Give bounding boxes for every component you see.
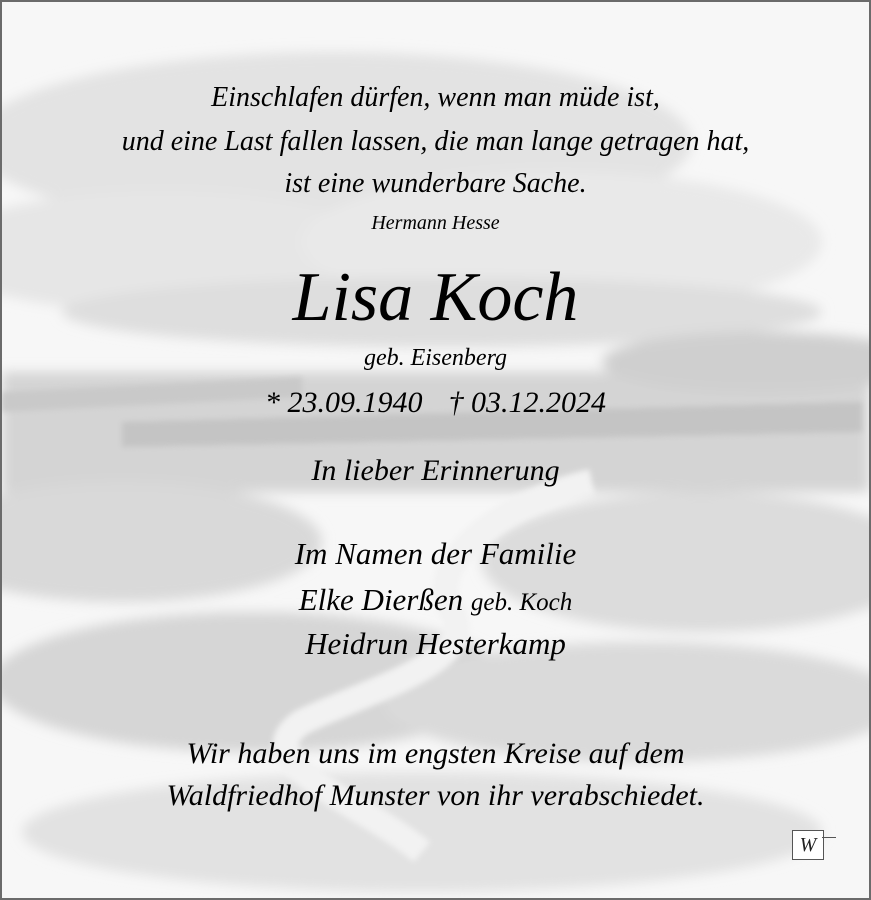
quote-line-2: und eine Last fallen lassen, die man lange getragen hat, <box>121 126 750 157</box>
quote-line-1: Einschlafen dürfen, wenn man müde ist, <box>211 82 660 113</box>
quote-author: Hermann Hesse <box>371 212 500 234</box>
family-member-1 <box>2 582 869 618</box>
publisher-logo <box>792 830 836 860</box>
death-date: † 03.12.2024 <box>448 386 606 419</box>
family-member-1-birth-name: geb. Koch <box>470 589 573 616</box>
publisher-logo-letter: W <box>799 834 817 856</box>
quote-line-3: ist eine wunderbare Sache. <box>284 168 587 199</box>
life-dates <box>2 386 869 420</box>
family-member-2: Heidrun Hesterkamp <box>305 626 566 661</box>
deceased-name: Lisa Koch <box>292 259 579 336</box>
birth-date: * 23.09.1940 <box>265 386 423 419</box>
burial-line-2: Waldfriedhof Munster von ihr verabschiedet. <box>166 779 705 812</box>
family-intro: Im Namen der Familie <box>294 536 577 571</box>
family-member-1-name: Elke Dierßen <box>298 582 464 617</box>
burial-line-1: Wir haben uns im engsten Kreise auf dem <box>186 737 685 770</box>
birth-name: geb. Eisenberg <box>363 345 508 371</box>
memorial-phrase: In lieber Erinnerung <box>311 454 560 487</box>
